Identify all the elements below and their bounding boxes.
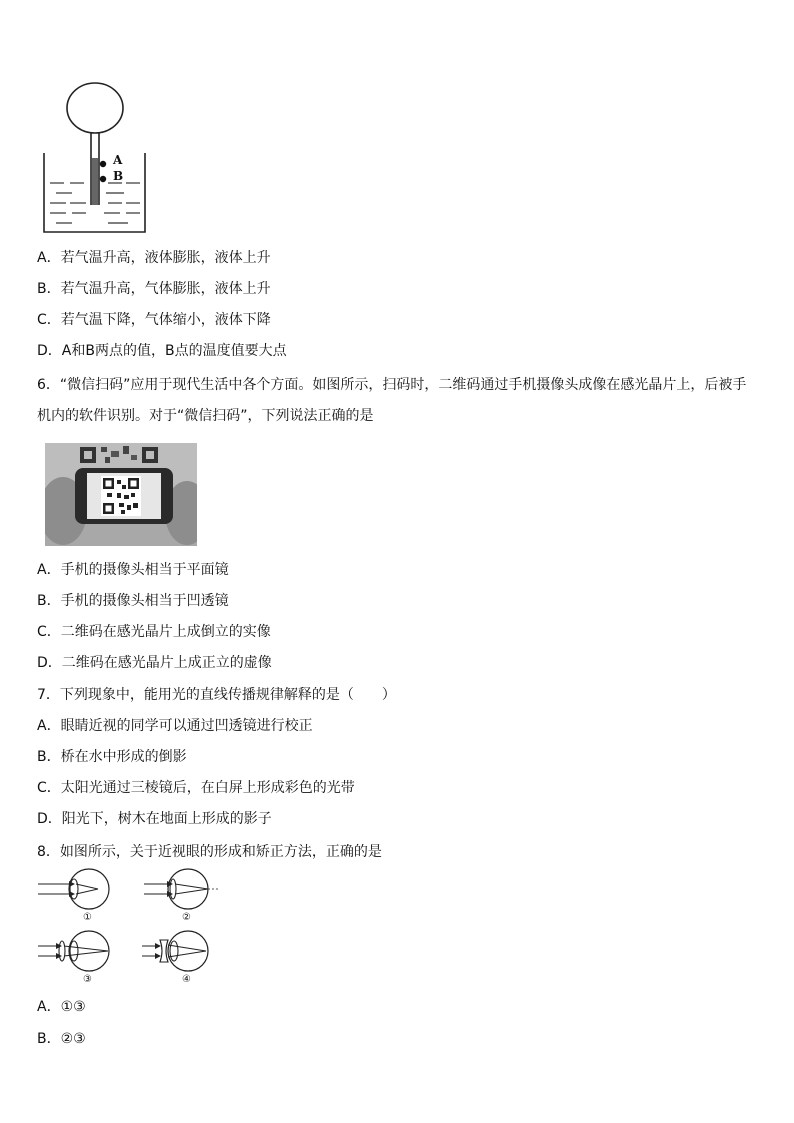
q7-option-a: A．眼睛近视的同学可以通过凹透镜进行校正 xyxy=(37,718,313,734)
q6-option-b: B．手机的摄像头相当于凹透镜 xyxy=(37,593,229,609)
q7-option-d: D．阳光下，树木在地面上形成的影子 xyxy=(37,811,272,827)
label-b: B xyxy=(113,169,124,183)
q6-stem-line-2: 机内的软件识别。对于“微信扫码”，下列说法正确的是 xyxy=(37,408,374,424)
q6-stem xyxy=(37,370,759,432)
q5-option-a: A．若气温升高，液体膨胀，液体上升 xyxy=(37,250,271,266)
q6-option-d: D．二维码在感光晶片上成正立的虚像 xyxy=(37,655,272,671)
eye-label-3: ③ xyxy=(83,974,92,985)
label-a: A xyxy=(113,153,123,167)
q5-option-c: C．若气温下降，气体缩小，液体下降 xyxy=(37,312,271,328)
eye-diagram-4 xyxy=(142,931,208,971)
eye-label-4: ④ xyxy=(182,974,191,985)
eye-diagram-2 xyxy=(144,869,220,909)
q7-option-b: B．桥在水中形成的倒影 xyxy=(37,749,187,765)
q7-stem: 7．下列现象中，能用光的直线传播规律解释的是（ ） xyxy=(37,687,396,703)
q8-option-b: B．②③ xyxy=(37,1031,86,1047)
eye-diagram-3 xyxy=(38,931,109,971)
q5-option-d: D．A和B两点的值，B点的温度值要大点 xyxy=(37,343,287,359)
eye-diagram-1 xyxy=(38,869,109,909)
q8-stem: 8．如图所示，关于近视眼的形成和矫正方法，正确的是 xyxy=(37,844,382,860)
eye-label-2: ② xyxy=(182,912,191,923)
q6-option-c: C．二维码在感光晶片上成倒立的实像 xyxy=(37,624,271,640)
thermometer-figure xyxy=(38,80,158,235)
eye-label-1: ① xyxy=(83,912,92,923)
q5-option-b: B．若气温升高，气体膨胀，液体上升 xyxy=(37,281,271,297)
q6-stem-line-1: 6．“微信扫码”应用于现代生活中各个方面。如图所示，扫码时，二维码通过手机摄像头成像在感光晶片上，后被手 xyxy=(37,377,747,393)
q8-option-a: A．①③ xyxy=(37,999,86,1015)
eye-diagrams-figure xyxy=(36,868,226,990)
q6-option-a: A．手机的摄像头相当于平面镜 xyxy=(37,562,229,578)
phone-scan-photo xyxy=(45,443,197,546)
q7-option-c: C．太阳光通过三棱镜后，在白屏上形成彩色的光带 xyxy=(37,780,355,796)
